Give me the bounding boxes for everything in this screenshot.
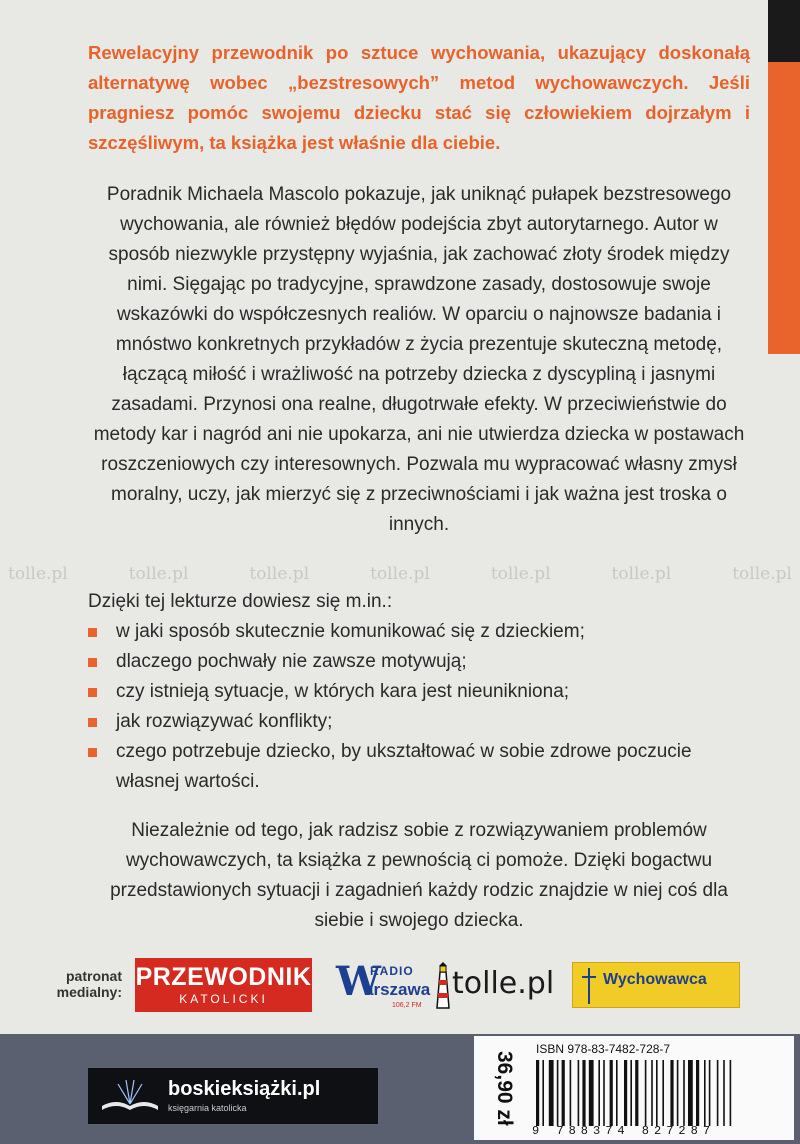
lighthouse-icon: [432, 962, 454, 1010]
tolle-logo: tolle.pl: [430, 958, 550, 1014]
isbn-label: ISBN 978-83-7482-728-7: [536, 1042, 671, 1056]
list-item: dlaczego pochwały nie zawsze motywują;: [88, 647, 750, 677]
list-item: w jaki sposób skutecznie komunikować się z dzieckiem;: [88, 617, 750, 647]
cross-figure-icon: [579, 966, 599, 1006]
barcode-number: 9 788374 827287: [532, 1124, 716, 1138]
radio-warszawa-logo: W RADIO arszawa 106,2 FM: [336, 958, 431, 1009]
list-item: czy istnieją sytuacje, w których kara jest nieunikniona;: [88, 677, 750, 707]
square-bullet-icon: [88, 628, 97, 637]
square-bullet-icon: [88, 748, 97, 757]
intro-text: Rewelacyjny przewodnik po sztuce wychowania, ukazujący doskonałą alternatywę wobec „bezstresowych” metod wychowawczych. Jeśli pragniesz pomóc swojemu dziecku stać się człowiekiem dojrzałym i szczęśliwym, ta książka jest właśnie dla ciebie.: [88, 42, 750, 153]
watermark-row: [0, 564, 800, 588]
price-label: 36,90 zł: [493, 1050, 516, 1126]
watermark-text: tolle.pl: [128, 564, 189, 584]
watermark-text: tolle.pl: [370, 564, 430, 584]
watermark-text: tolle.pl: [249, 564, 310, 584]
benefits-list: [88, 617, 750, 797]
open-book-icon: [98, 1076, 162, 1116]
watermark-text: tolle.pl: [732, 564, 792, 584]
square-bullet-icon: [88, 718, 97, 727]
edge-bar-orange: [768, 62, 800, 354]
watermark-text: tolle.pl: [490, 564, 551, 584]
square-bullet-icon: [88, 658, 97, 667]
wychowawca-logo: Wychowawca: [572, 962, 740, 1008]
przewodnik-katolicki-logo: PRZEWODNIK KATOLICKI: [135, 958, 312, 1012]
description-paragraph-2: Niezależnie od tego, jak radzisz sobie z rozwiązywaniem problemów wychowawczych, ta książka z pewnością ci pomoże. Dzięki bogactwu przedstawionych sytuacji i zagadnień każdy rodzic znajdzie w niej coś dla siebie i swojego dziecka.: [110, 820, 728, 931]
edge-bar-black: [768, 0, 800, 62]
description-paragraph-1: Poradnik Michaela Mascolo pokazuje, jak uniknąć pułapek bezstresowego wychowania, ale również błędów podejścia zbyt autorytarnego. Autor w sposób niezwykle przystępny wyjaśnia, jak zachować złoty środek między nimi. Sięgając po tradycyjne, sprawdzone zasady, dostosowuje swoje wskazówki do współczesnych realiów. W oparciu o najnowsze badania i mnóstwo konkretnych przykładów z życia prezentuje skuteczną metodę, łączącą miłość i wrażliwość na potrzeby dziecka z dyscypliną i jasnymi zasadami. Przynosi ona realne, długotrwałe efekty. W przeciwieństwie do metody kar i nagród ani nie upokarza, ani nie utwierdza dziecka w postawach roszczeniowych czy interesownych. Pozwala mu wypracować własny zmysł moralny, uczy, jak mierzyć się z przeciwnościami i jak ważna jest troska o innych.: [93, 184, 745, 535]
square-bullet-icon: [88, 688, 97, 697]
list-item: jak rozwiązywać konflikty;: [88, 707, 750, 737]
patronage-label: patronat medialny:: [56, 968, 122, 1000]
list-item: czego potrzebuje dziecko, by ukształtować w sobie zdrowe poczucie własnej wartości.: [88, 737, 750, 797]
boskieksiazki-logo: boskieksiążki.pl księgarnia katolicka: [88, 1068, 378, 1124]
list-intro: Dzięki tej lekturze dowiesz się m.in.:: [88, 591, 393, 612]
barcode-icon: [532, 1060, 788, 1126]
watermark-text: tolle.pl: [611, 564, 672, 584]
watermark-text: tolle.pl: [8, 564, 68, 584]
